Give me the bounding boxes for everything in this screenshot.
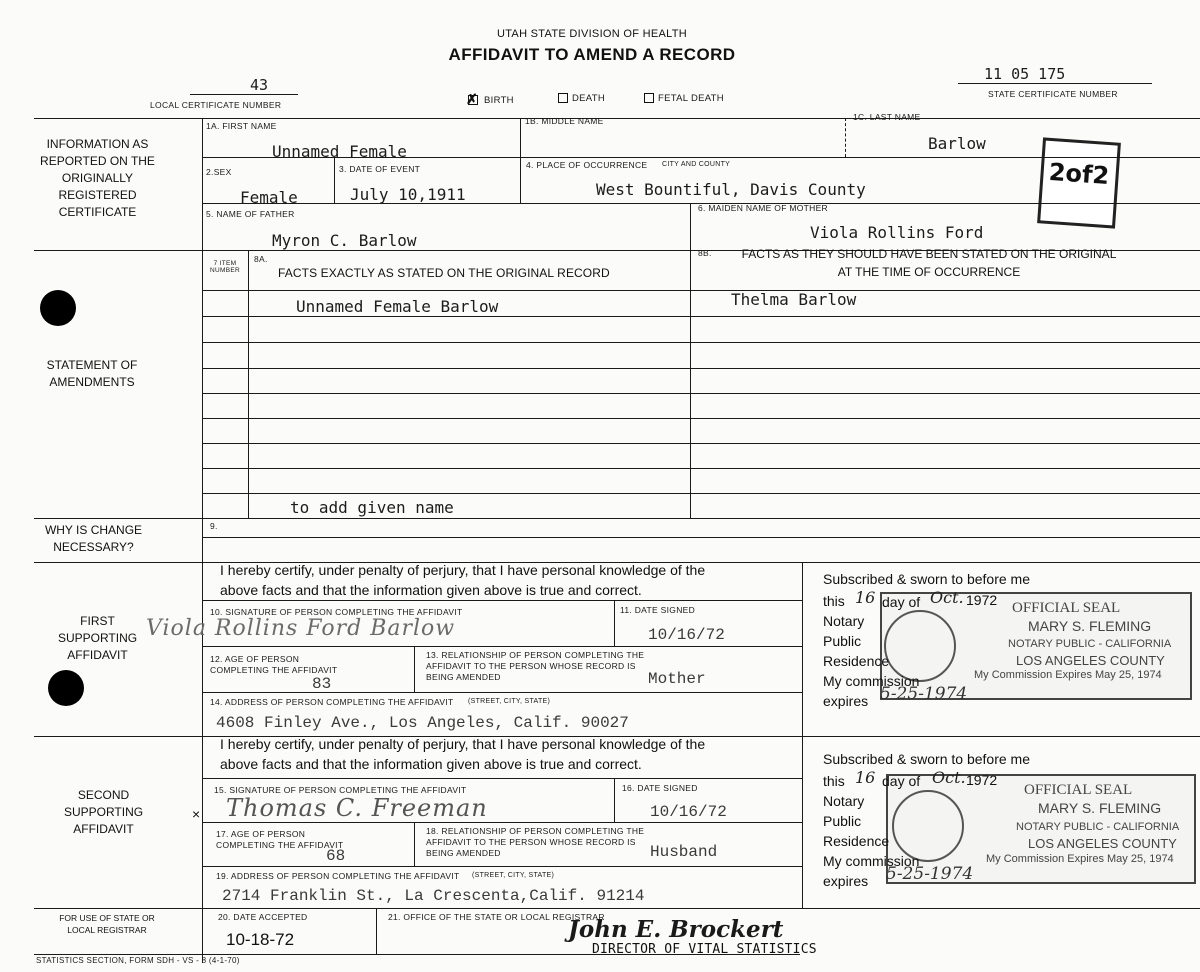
second-expires-label: expires xyxy=(823,873,869,889)
second-age-value: 68 xyxy=(326,847,346,865)
first-age-label: 12. AGE OF PERSON COMPLETING THE AFFIDAVIT xyxy=(210,654,338,675)
second-notary-this: this xyxy=(823,773,845,789)
fetal-death-label: FETAL DEATH xyxy=(658,93,724,104)
second-commission-label: My commission xyxy=(823,853,920,869)
state-certificate-label: STATE CERTIFICATE NUMBER xyxy=(988,89,1118,99)
date-accepted-value: 10-18-72 xyxy=(226,930,295,949)
first-expires-label: expires xyxy=(823,693,869,709)
place-value: West Bountiful, Davis County xyxy=(596,180,866,199)
first-residence-label: Residence xyxy=(823,653,890,669)
second-certify-text: I hereby certify, under penalty of perjury, that I have personal knowledge of the above facts and that the information given above is true and correct. xyxy=(220,736,706,772)
checkmark-icon: ✗ xyxy=(466,91,478,107)
first-commission-label: My commission xyxy=(823,673,920,689)
father-label: 5. NAME OF FATHER xyxy=(206,209,295,219)
first-notary-label: Notary xyxy=(823,613,865,629)
first-notary-year: 1972 xyxy=(966,592,998,608)
death-label: DEATH xyxy=(572,93,605,104)
registrar-office-label: 21. OFFICE OF THE STATE OR LOCAL REGISTRAR xyxy=(388,912,605,922)
registrar-signature: John E. Brockert xyxy=(568,916,784,943)
first-relationship-value: Mother xyxy=(648,670,706,688)
first-notary-subscribed: Subscribed & sworn to before me xyxy=(823,571,1030,587)
first-notary-day: 16 xyxy=(855,588,876,607)
date-accepted-label: 20. DATE ACCEPTED xyxy=(218,912,308,922)
col-a-title: FACTS EXACTLY AS STATED ON THE ORIGINAL RECORD xyxy=(278,266,610,280)
second-notary-year: 1972 xyxy=(966,772,998,788)
second-notary-label: Notary xyxy=(823,793,865,809)
col-b-number: 8B. xyxy=(698,248,712,258)
second-signature-label: 15. SIGNATURE OF PERSON COMPLETING THE AFFIDAVIT xyxy=(214,785,467,795)
second-notary-month: Oct. xyxy=(932,768,966,787)
second-address-sub-label: (STREET, CITY, STATE) xyxy=(472,872,555,879)
second-expiry-handwritten: 5-25-1974 xyxy=(886,864,974,884)
first-public-label: Public xyxy=(823,633,862,649)
first-seal-name: MARY S. FLEMING xyxy=(1028,618,1152,634)
second-relationship-value: Husband xyxy=(650,843,718,861)
first-notary-month: Oct. xyxy=(930,588,964,607)
sex-label: 2.SEX xyxy=(206,167,232,177)
second-seal-expiry: My Commission Expires May 25, 1974 xyxy=(986,853,1174,865)
sex-value: Female xyxy=(240,188,298,207)
first-name-label: 1A. FIRST NAME xyxy=(206,121,277,131)
first-certify-text: I hereby certify, under penalty of perjury, that I have personal knowledge of the above facts and that the information given above is true and correct. xyxy=(220,562,706,598)
second-seal-name: MARY S. FLEMING xyxy=(1038,800,1162,816)
second-seal-county: LOS ANGELES COUNTY xyxy=(1028,836,1177,851)
first-address-sub-label: (STREET, CITY, STATE) xyxy=(468,698,551,705)
amendment-note: to add given name xyxy=(290,498,454,517)
original-info-section-label: INFORMATION AS REPORTED ON THE ORIGINALLY REGISTERED CERTIFICATE xyxy=(40,137,155,219)
second-affidavit-section-label: SECOND SUPPORTING AFFIDAVIT xyxy=(63,788,144,836)
last-name-value: Barlow xyxy=(928,134,986,153)
second-relationship-label: 18. RELATIONSHIP OF PERSON COMPLETING THE AFFIDAVIT TO THE PERSON WHOSE RECORD IS BEING AMENDED xyxy=(426,826,645,858)
first-seal-county: LOS ANGELES COUNTY xyxy=(1016,653,1165,668)
place-label: 4. PLACE OF OCCURRENCE xyxy=(526,160,648,170)
date-of-event-label: 3. DATE OF EVENT xyxy=(339,164,421,174)
first-relationship-label: 13. RELATIONSHIP OF PERSON COMPLETING THE AFFIDAVIT TO THE PERSON WHOSE RECORD IS BEING AMENDED xyxy=(426,650,645,682)
second-residence-label: Residence xyxy=(823,833,890,849)
second-notary-day-of: day of xyxy=(882,773,921,789)
first-seal-title: OFFICIAL SEAL xyxy=(1012,600,1121,616)
second-notary-day: 16 xyxy=(855,768,876,787)
second-x-mark: × xyxy=(192,806,201,822)
father-value: Myron C. Barlow xyxy=(272,231,417,250)
first-expiry-handwritten: 5-25-1974 xyxy=(880,684,968,704)
corrected-fact-value: Thelma Barlow xyxy=(731,290,857,309)
last-name-label: 1C. LAST NAME xyxy=(853,112,921,122)
original-fact-value: Unnamed Female Barlow xyxy=(296,297,499,316)
second-address-value: 2714 Franklin St., La Crescenta,Calif. 91214 xyxy=(222,887,645,905)
first-signature: Viola Rollins Ford Barlow xyxy=(146,616,456,641)
death-checkbox[interactable] xyxy=(558,93,568,103)
first-seal-expiry: My Commission Expires May 25, 1974 xyxy=(974,669,1162,681)
why-section-label: WHY IS CHANGE NECESSARY? xyxy=(44,523,143,554)
amendments-section-label: STATEMENT OF AMENDMENTS xyxy=(46,358,138,389)
first-date-label: 11. DATE SIGNED xyxy=(620,605,696,615)
registrar-section-label: FOR USE OF STATE OR LOCAL REGISTRAR xyxy=(59,913,155,935)
second-seal-title: OFFICIAL SEAL xyxy=(1024,782,1133,798)
first-seal-role: NOTARY PUBLIC - CALIFORNIA xyxy=(1008,638,1172,650)
second-address-label: 19. ADDRESS OF PERSON COMPLETING THE AFFIDAVIT xyxy=(216,871,460,881)
second-signature: Thomas C. Freeman xyxy=(226,794,488,822)
middle-name-label: 1B. MIDDLE NAME xyxy=(525,116,604,126)
first-signature-label: 10. SIGNATURE OF PERSON COMPLETING THE AFFIDAVIT xyxy=(210,607,463,617)
first-notary-day-of: day of xyxy=(882,594,921,610)
birth-label: BIRTH xyxy=(484,95,514,106)
local-certificate-label: LOCAL CERTIFICATE NUMBER xyxy=(150,100,282,110)
why-number: 9. xyxy=(210,521,218,531)
punch-hole xyxy=(48,670,84,706)
second-seal-role: NOTARY PUBLIC - CALIFORNIA xyxy=(1016,821,1180,833)
first-address-label: 14. ADDRESS OF PERSON COMPLETING THE AFFIDAVIT xyxy=(210,697,454,707)
local-certificate-number: 43 xyxy=(250,76,269,94)
first-affidavit-section-label: FIRST SUPPORTING AFFIDAVIT xyxy=(57,614,138,662)
second-age-label: 17. AGE OF PERSON COMPLETING THE AFFIDAVIT xyxy=(216,829,344,850)
first-date-value: 10/16/72 xyxy=(648,626,725,644)
date-of-event-value: July 10,1911 xyxy=(350,185,466,204)
second-notary-subscribed: Subscribed & sworn to before me xyxy=(823,751,1030,767)
registrar-title: DIRECTOR OF VITAL STATISTICS xyxy=(592,942,817,957)
form-footer: STATISTICS SECTION, FORM SDH - VS - 8 (4-1-70) xyxy=(36,956,240,965)
mother-value: Viola Rollins Ford xyxy=(810,223,984,242)
second-date-value: 10/16/72 xyxy=(650,803,727,821)
first-age-value: 83 xyxy=(312,675,332,693)
state-certificate-number: 11 05 175 xyxy=(984,65,1066,83)
item-number-label: 7 ITEM NUMBER xyxy=(210,260,240,274)
form-title: AFFIDAVIT TO AMEND A RECORD xyxy=(448,45,736,64)
second-public-label: Public xyxy=(823,813,862,829)
agency-name: UTAH STATE DIVISION OF HEALTH xyxy=(496,28,687,40)
mother-label: 6. MAIDEN NAME OF MOTHER xyxy=(698,203,828,213)
col-b-title: FACTS AS THEY SHOULD HAVE BEEN STATED ON THE ORIGINAL AT THE TIME OF OCCURRENCE xyxy=(741,247,1117,279)
page-stamp-text: 2of2 xyxy=(1047,157,1111,191)
first-address-value: 4608 Finley Ave., Los Angeles, Calif. 90027 xyxy=(216,714,629,732)
second-date-label: 16. DATE SIGNED xyxy=(622,783,698,793)
place-sub-label: CITY AND COUNTY xyxy=(662,161,731,168)
col-a-number: 8A. xyxy=(254,254,268,264)
punch-hole xyxy=(40,290,76,326)
fetal-death-checkbox[interactable] xyxy=(644,93,654,103)
first-notary-this: this xyxy=(823,593,845,609)
first-name-value: Unnamed Female xyxy=(272,142,407,161)
